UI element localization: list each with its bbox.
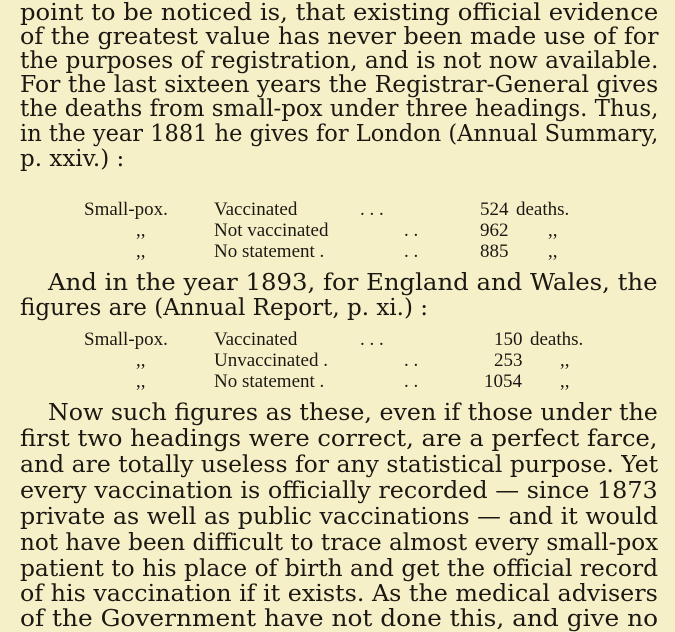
text-line: figures are (Annual Report, p. xi.) : xyxy=(20,295,429,321)
row-label: ,, xyxy=(136,241,146,262)
row-value: 253 xyxy=(494,350,523,371)
row-label: Small-pox. xyxy=(84,199,168,220)
row-status: Unvaccinated . xyxy=(214,350,328,371)
row-value: 150 xyxy=(494,329,523,350)
row-value: 885 xyxy=(480,241,509,262)
row-unit: deaths. xyxy=(530,329,584,350)
row-unit: ,, xyxy=(560,371,570,392)
text-line: p. xxiv.) : xyxy=(20,146,125,172)
row-status: Not vaccinated xyxy=(214,220,329,241)
row-status: No statement . xyxy=(214,371,325,392)
text-line: And in the year 1893, for England and Wales, the xyxy=(48,270,658,296)
text-line-cut-off: of the Government have not done this, and give no xyxy=(20,606,659,632)
row-label: Small-pox. xyxy=(84,329,168,350)
text-line: Now such figures as these, even if those under the xyxy=(48,400,658,426)
text-line: patient to his place of birth and get the official record xyxy=(20,556,659,582)
text-line: not have been difficult to trace almost every small-pox xyxy=(20,530,659,556)
row-leader-dots: . . xyxy=(404,371,419,392)
row-leader-dots: . . xyxy=(404,220,419,241)
row-label: ,, xyxy=(136,350,146,371)
row-unit: ,, xyxy=(560,350,570,371)
text-line: the purposes of registration, and is not now available. xyxy=(20,48,659,74)
text-line: and are totally useless for any statistical purpose. Yet xyxy=(20,452,659,478)
text-line: private as well as public vaccinations — and it would xyxy=(20,504,659,530)
row-value: 962 xyxy=(480,220,509,241)
row-status: No statement . xyxy=(214,241,325,262)
row-value: 1054 xyxy=(484,371,522,392)
text-line: the deaths from small-pox under three headings. Thus, xyxy=(20,96,659,122)
row-leader-dots: . . xyxy=(404,350,419,371)
row-leader-dots: . . xyxy=(404,241,419,262)
row-label: ,, xyxy=(136,220,146,241)
text-line: every vaccination is officially recorded — since 1873 xyxy=(20,478,658,504)
row-status: Vaccinated xyxy=(214,199,298,220)
row-unit: deaths. xyxy=(516,199,570,220)
text-line: of his vaccination if it exists. As the medical advisers xyxy=(20,581,658,607)
row-status: Vaccinated xyxy=(214,329,298,350)
row-unit: ,, xyxy=(548,220,558,241)
row-value: 524 xyxy=(480,199,509,220)
text-line: of the greatest value has never been made use of for xyxy=(20,24,659,50)
row-leader-dots: . . . xyxy=(360,329,384,350)
text-line: point to be noticed is, that existing official evidence xyxy=(20,0,659,26)
text-line: in the year 1881 he gives for London (Annual Summary, xyxy=(20,121,659,147)
text-line: first two headings were correct, are a perfect farce, xyxy=(20,426,658,452)
row-label: ,, xyxy=(136,371,146,392)
text-line: For the last sixteen years the Registrar-General gives xyxy=(20,72,659,98)
row-unit: ,, xyxy=(548,241,558,262)
row-leader-dots: . . . xyxy=(360,199,384,220)
